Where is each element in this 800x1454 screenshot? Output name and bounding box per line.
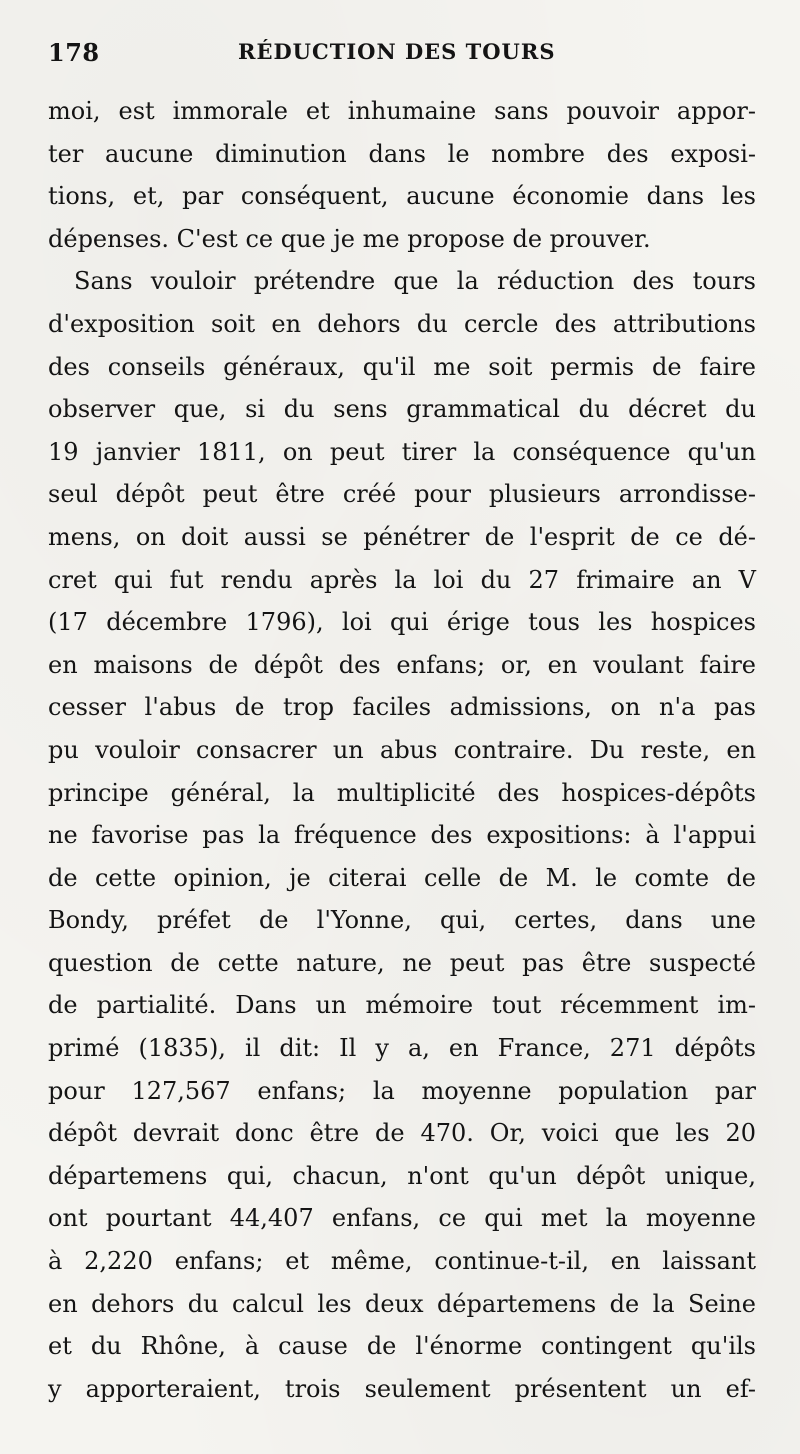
- text-line: 19 janvier 1811, on peut tirer la conséquence qu'un: [48, 437, 756, 466]
- text-line: question de cette nature, ne peut pas être suspecté: [48, 948, 756, 977]
- text-line: en maisons de dépôt des enfans; or, en voulant faire: [48, 650, 756, 679]
- text-line: départemens qui, chacun, n'ont qu'un dépôt unique,: [48, 1161, 756, 1190]
- text-line: pour 127,567 enfans; la moyenne population par: [48, 1076, 756, 1105]
- text-line: moi, est immorale et inhumaine sans pouvoir appor-: [48, 97, 756, 125]
- text-line: Sans vouloir prétendre que la réduction des tours: [74, 267, 756, 296]
- body-text: [48, 90, 756, 1410]
- text-line: de partialité. Dans un mémoire tout récemment im-: [48, 991, 756, 1020]
- page-number: 178: [48, 38, 100, 67]
- text-line: (17 décembre 1796), loi qui érige tous les hospices: [48, 608, 756, 637]
- text-line: cesser l'abus de trop faciles admissions, on n'a pas: [48, 693, 756, 722]
- text-line: seul dépôt peut être créé pour plusieurs arrondisse-: [48, 480, 756, 509]
- running-title: RÉDUCTION DES TOURS: [238, 39, 556, 64]
- text-line: principe général, la multiplicité des hospices-dépôts: [48, 778, 756, 807]
- running-head: [48, 38, 752, 78]
- text-line: ne favorise pas la fréquence des expositions: à l'appui: [48, 821, 756, 850]
- text-line: cret qui fut rendu après la loi du 27 frimaire an V: [48, 565, 756, 594]
- text-line: observer que, si du sens grammatical du décret du: [48, 395, 756, 424]
- text-line: y apporteraient, trois seulement présentent un ef-: [48, 1374, 756, 1403]
- text-line: Bondy, préfet de l'Yonne, qui, certes, dans une: [48, 906, 756, 935]
- text-line: et du Rhône, à cause de l'énorme contingent qu'ils: [48, 1332, 756, 1361]
- text-line: pu vouloir consacrer un abus contraire. Du reste, en: [48, 735, 756, 764]
- text-line: dépôt devrait donc être de 470. Or, voici que les 20: [48, 1119, 756, 1148]
- text-line: tions, et, par conséquent, aucune économie dans les: [48, 182, 756, 211]
- text-line: mens, on doit aussi se pénétrer de l'esprit de ce dé-: [48, 522, 756, 551]
- text-line: de cette opinion, je citerai celle de M. le comte de: [48, 863, 756, 892]
- text-line: dépenses. C'est ce que je me propose de prouver.: [48, 224, 651, 253]
- text-line: d'exposition soit en dehors du cercle des attributions: [48, 309, 756, 338]
- text-line: ter aucune diminution dans le nombre des exposi-: [48, 139, 756, 168]
- text-line: à 2,220 enfans; et même, continue-t-il, en laissant: [48, 1247, 756, 1276]
- text-line: primé (1835), il dit: Il y a, en France, 271 dépôts: [48, 1034, 756, 1063]
- text-line: des conseils généraux, qu'il me soit permis de faire: [48, 352, 756, 381]
- text-line: en dehors du calcul les deux départemens de la Seine: [48, 1289, 756, 1318]
- text-line: ont pourtant 44,407 enfans, ce qui met la moyenne: [48, 1204, 756, 1233]
